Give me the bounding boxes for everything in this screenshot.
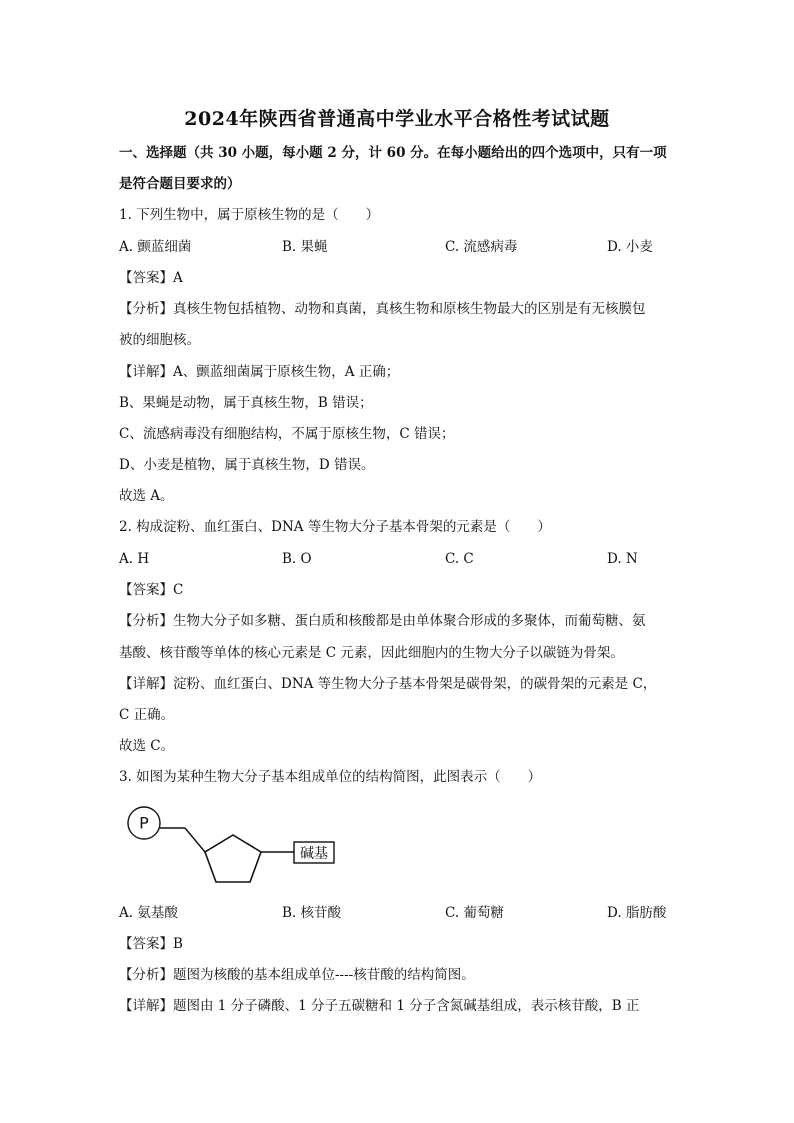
q2-answer: 【答案】C xyxy=(119,582,184,598)
section-heading-line1: 一、选择题（共 30 小题，每小题 2 分，计 60 分。在每小题给出的四个选项中，只有一项 xyxy=(119,145,667,161)
phosphate-bond-diagonal xyxy=(185,828,205,852)
q2-detail-line2: C 正确。 xyxy=(119,707,175,723)
q3-options xyxy=(119,903,679,923)
q3-option-d: D. 脂肪酸 xyxy=(607,905,667,921)
q1-stem: 1. 下列生物中，属于原核生物的是（ ） xyxy=(119,207,380,223)
q2-analysis-line1: 【分析】生物大分子如多糖、蛋白质和核酸都是由单体聚合形成的多聚体，而葡萄糖、氨 xyxy=(119,613,646,629)
q1-options xyxy=(119,237,679,257)
q2-conclusion: 故选 C。 xyxy=(119,738,175,754)
q3-option-b: B. 核苷酸 xyxy=(282,905,342,921)
q2-option-d: D. N xyxy=(607,551,638,567)
q1-detail-line1: 【详解】A、颤蓝细菌属于原核生物，A 正确； xyxy=(119,364,400,380)
base-label: 碱基 xyxy=(300,846,328,862)
q3-option-c: C. 葡萄糖 xyxy=(445,905,504,921)
q2-option-a: A. H xyxy=(119,551,150,567)
phosphate-label: P xyxy=(139,813,149,833)
q3-detail-line1: 【详解】题图由 1 分子磷酸、1 分子五碳糖和 1 分子含氮碱基组成，表示核苷酸，B 正 xyxy=(119,998,640,1014)
q1-analysis-line1: 【分析】真核生物包括植物、动物和真菌，真核生物和原核生物最大的区别是有无核膜包 xyxy=(119,301,646,317)
q2-stem: 2. 构成淀粉、血红蛋白、DNA 等生物大分子基本骨架的元素是（ ） xyxy=(119,519,551,535)
q3-answer: 【答案】B xyxy=(119,936,183,952)
page-title: 2024年陕西省普通高中学业水平合格性考试试题 xyxy=(184,108,610,130)
section-heading-line2: 是符合题目要求的） xyxy=(119,176,241,192)
q3-stem: 3. 如图为某种生物大分子基本组成单位的结构简图，此图表示（ ） xyxy=(119,769,542,785)
q2-detail-line1: 【详解】淀粉、血红蛋白、DNA 等生物大分子基本骨架是碳骨架，的碳骨架的元素是 C， xyxy=(119,676,657,692)
q1-option-d: D. 小麦 xyxy=(607,239,653,255)
q1-option-c: C. 流感病毒 xyxy=(445,239,518,255)
q2-option-c: C. C xyxy=(445,551,474,567)
q1-conclusion: 故选 A。 xyxy=(119,488,174,504)
q2-options xyxy=(119,549,679,569)
pentose-sugar-ring xyxy=(205,835,261,882)
q1-detail-line3: C、流感病毒没有细胞结构，不属于原核生物，C 错误； xyxy=(119,426,455,442)
q1-option-b: B. 果蝇 xyxy=(282,239,328,255)
q3-analysis-line1: 【分析】题图为核酸的基本组成单位----核苷酸的结构简图。 xyxy=(119,967,475,983)
q3-option-a: A. 氨基酸 xyxy=(119,905,178,921)
q1-detail-line2: B、果蝇是动物，属于真核生物，B 错误； xyxy=(119,395,373,411)
q1-answer: 【答案】A xyxy=(119,270,183,286)
q1-option-a: A. 颤蓝细菌 xyxy=(119,239,192,255)
q1-detail-line4: D、小麦是植物，属于真核生物，D 错误。 xyxy=(119,457,375,473)
nucleotide-diagram xyxy=(119,800,359,895)
q2-option-b: B. O xyxy=(282,551,312,567)
q2-analysis-line2: 基酸、核苷酸等单体的核心元素是 C 元素，因此细胞内的生物大分子以碳链为骨架。 xyxy=(119,645,624,661)
q1-analysis-line2: 被的细胞核。 xyxy=(119,332,200,348)
